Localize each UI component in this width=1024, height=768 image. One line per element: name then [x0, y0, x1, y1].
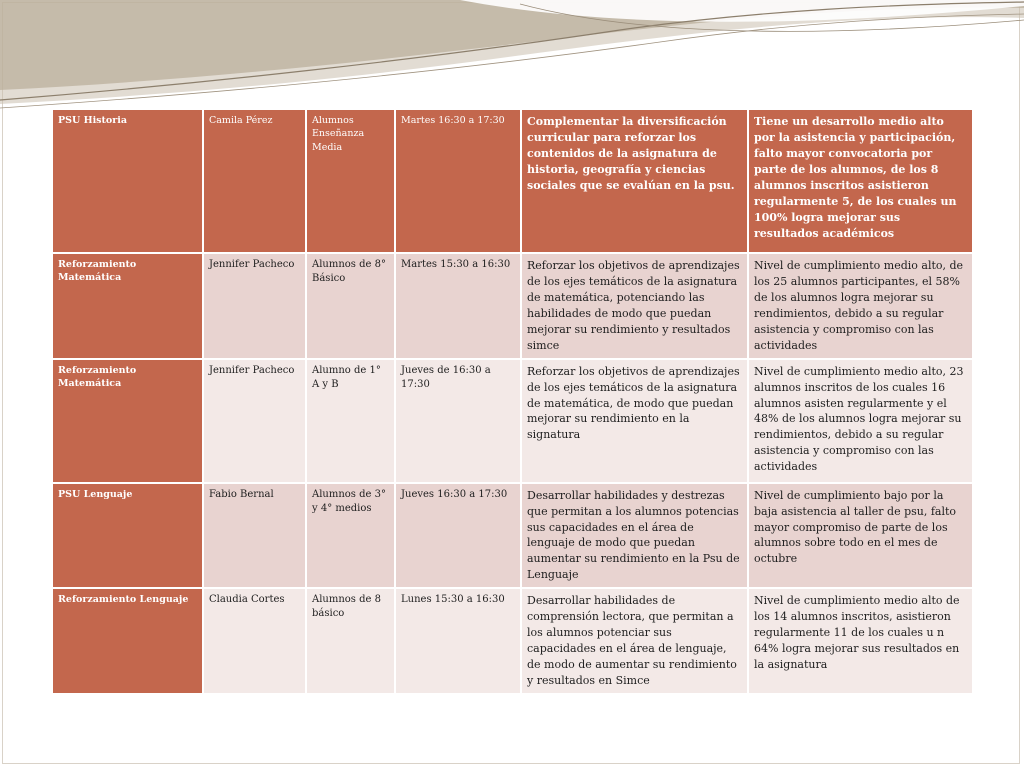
profesor-cell: Jennifer Pacheco	[204, 360, 305, 482]
objetivo-cell: Desarrollar habilidades y destrezas que permitan a los alumnos potencias sus capacidades en el área de lenguaje de modo que puedan aumentar su rendimiento en la Psu de Lenguaje	[522, 484, 747, 588]
horario-cell: Martes 16:30 a 17:30	[396, 110, 520, 252]
taller-cell: Reforzamiento Lenguaje	[53, 589, 202, 693]
table-row	[53, 360, 972, 482]
objetivo-cell: Reforzar los objetivos de aprendizajes de los ejes temáticos de la asignatura de matemática, de modo que puedan mejorar su rendimiento en la signatura	[522, 360, 747, 482]
evaluacion-cell: Nivel de cumplimiento medio alto, 23 alumnos inscritos de los cuales 16 alumnos asisten regularmente y el 48% de los alumnos logra mejorar su rendimientos, debido a su regular asistencia y compromiso con las actividades	[749, 360, 972, 482]
alumnos-cell: Alumnos de 3° y 4° medios	[307, 484, 394, 588]
alumnos-cell: Alumno de 1° A y B	[307, 360, 394, 482]
decorative-swoosh	[0, 0, 1024, 120]
alumnos-cell: Alumnos de 8 básico	[307, 589, 394, 693]
evaluacion-cell: Nivel de cumplimiento bajo por la baja asistencia al taller de psu, falto mayor compromiso de parte de los alumnos sobre todo en el mes de octubre	[749, 484, 972, 588]
objetivo-cell: Complementar la diversificación curricular para reforzar los contenidos de la asignatura de historia, geografía y ciencias sociales que se evalúan en la psu.	[522, 110, 747, 252]
horario-cell: Lunes 15:30 a 16:30	[396, 589, 520, 693]
taller-cell: Reforzamiento Matemática	[53, 254, 202, 358]
profesor-cell: Jennifer Pacheco	[204, 254, 305, 358]
table-row	[53, 589, 972, 693]
profesor-cell: Fabio Bernal	[204, 484, 305, 588]
horario-cell: Jueves 16:30 a 17:30	[396, 484, 520, 588]
table-row	[53, 484, 972, 588]
horario-cell: Martes 15:30 a 16:30	[396, 254, 520, 358]
taller-cell: PSU Historia	[53, 110, 202, 252]
table-row	[53, 254, 972, 358]
objetivo-cell: Reforzar los objetivos de aprendizajes de los ejes temáticos de la asignatura de matemática, potenciando las habilidades de modo que puedan mejorar su rendimiento y resultados simce	[522, 254, 747, 358]
evaluacion-cell: Nivel de cumplimiento medio alto de los 14 alumnos inscritos, asistieron regularmente 11 de los cuales u n 64% logra mejorar sus resultados en la asignatura	[749, 589, 972, 693]
profesor-cell: Camila Pérez	[204, 110, 305, 252]
alumnos-cell: Alumnos Enseñanza Media	[307, 110, 394, 252]
taller-cell: Reforzamiento Matemática	[53, 360, 202, 482]
alumnos-cell: Alumnos de 8° Básico	[307, 254, 394, 358]
objetivo-cell: Desarrollar habilidades de comprensión lectora, que permitan a los alumnos potenciar sus capacidades en el área de lenguaje, de modo de aumentar su rendimiento y resultados en Simce	[522, 589, 747, 693]
table-row	[53, 110, 972, 252]
horario-cell: Jueves de 16:30 a 17:30	[396, 360, 520, 482]
profesor-cell: Claudia Cortes	[204, 589, 305, 693]
talleres-table	[51, 108, 974, 695]
evaluacion-cell: Tiene un desarrollo medio alto por la asistencia y participación, falto mayor convocatoria por parte de los alumnos, de los 8 alumnos inscritos asistieron regularmente 5, de los cuales un 100% logra mejorar sus resultados académicos	[749, 110, 972, 252]
taller-cell: PSU Lenguaje	[53, 484, 202, 588]
evaluacion-cell: Nivel de cumplimiento medio alto, de los 25 alumnos participantes, el 58% de los alumnos logra mejorar su rendimientos, debido a su regular asistencia y compromiso con las actividades	[749, 254, 972, 358]
